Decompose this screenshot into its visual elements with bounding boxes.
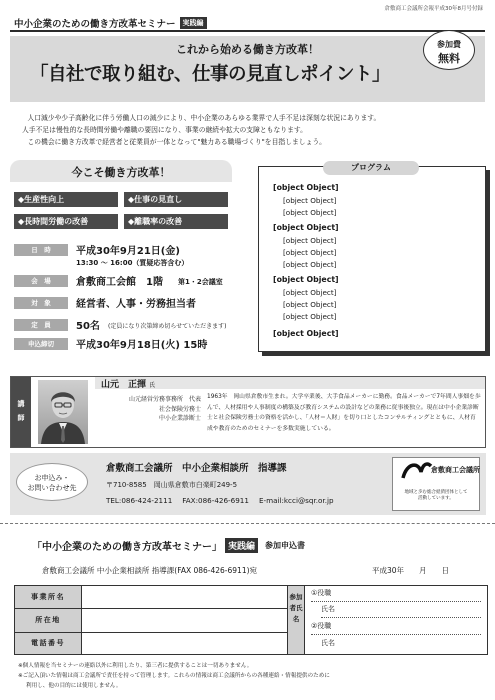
participant-side-label: 参加者氏名 — [288, 586, 304, 654]
form-divider — [15, 632, 287, 633]
target-label: 対 象 — [14, 297, 68, 309]
cut-line — [0, 523, 495, 524]
program-title: プログラム — [323, 161, 419, 175]
program-item: [object Object] — [283, 288, 337, 297]
program-box — [258, 163, 486, 352]
lecturer-photo — [38, 380, 88, 444]
program-item: [object Object] — [283, 300, 337, 309]
badge-line1: 参加費 — [437, 40, 461, 49]
program-item: [object Object] — [273, 223, 339, 232]
intro-line-3: この機会に働き方改革で経営者と従業員が一体となって"魅力ある職場づくり"を目指しましょう。 — [27, 138, 326, 147]
form-notes — [18, 661, 488, 691]
participant2-name-field[interactable] — [321, 638, 481, 652]
program-item: [object Object] — [283, 260, 337, 269]
slot-label: 氏名 — [321, 605, 335, 613]
date-time: 13:30 ～ 16:00（質疑応答含む） — [76, 259, 189, 267]
intro-line-1: 人口減少や少子高齢化に伴う労働人口の減少により、中小企業のあらゆる業界で人手不足は深刻な状況にあります。 — [27, 114, 381, 122]
why-now-title: 今こそ働き方改革！ — [71, 166, 171, 179]
phone-field[interactable] — [82, 634, 286, 653]
label-address: 所在地 — [15, 609, 81, 632]
address-field[interactable] — [82, 610, 286, 631]
date-value: 平成30年9月21日(金) — [76, 246, 180, 257]
seminar-title-line — [14, 16, 207, 30]
lecturer-name-text: 山元 正揮 — [101, 380, 147, 390]
chip-turnover: ◆離職率の改善 — [124, 214, 228, 229]
lecturer-affiliation — [93, 395, 201, 424]
intro-line-2: 人手不足は慢性的な長時間労働や離職の要因になり、事業の継続や拡大の支障ともなります。 — [22, 126, 307, 135]
contact-fax: FAX:086-426-6911 — [182, 496, 249, 505]
participant1-title-field[interactable] — [311, 588, 481, 602]
form-to-line: 倉敷商工会議所 中小企業相談所 指導課(FAX 086-426-6911)宛 — [42, 566, 258, 575]
logo-caption — [393, 490, 479, 502]
venue-value: 倉敷商工会館 1階 — [76, 277, 163, 288]
logo-caption-line: 地域と歩む総合経済団体として — [404, 490, 468, 495]
contact-address: 〒710-8585 岡山県倉敷市白楽町249-5 — [106, 481, 238, 489]
free-badge — [423, 30, 475, 70]
chip-productivity: ◆生産性向上 — [14, 192, 118, 207]
note-line: ※個人情報を当セミナーの連絡以外に利用したり、第三者に提供することは一切ありません。 — [18, 663, 253, 669]
seminar-title: 中小企業のための働き方改革セミナー — [14, 19, 176, 30]
seminar-tag: 実践編 — [180, 17, 207, 29]
form-suffix: 参加申込書 — [265, 541, 306, 550]
affiliation-line: 社会保険労務士 — [158, 405, 201, 413]
contact-bubble-line: お申込み・ — [34, 474, 70, 482]
lecturer-portrait-icon — [38, 380, 88, 444]
contact-lines — [106, 496, 334, 505]
lecturer-side-text: 講師 — [17, 400, 25, 422]
chip-work-review: ◆仕事の見直し — [124, 192, 228, 207]
logo-name: 倉敷商工会議所 — [431, 466, 480, 474]
form-tag: 実践編 — [225, 538, 258, 553]
subtitle: これから始める働き方改革！ — [176, 43, 319, 56]
program-item: [object Object] — [283, 312, 337, 321]
form-date-line: 平成30年 月 日 — [372, 566, 450, 575]
program-item: [object Object] — [283, 196, 337, 205]
program-item: [object Object] — [283, 248, 337, 257]
target-value: 経営者、人事・労務担当者 — [76, 299, 196, 310]
company-name-field[interactable] — [82, 587, 286, 607]
intro-text — [22, 112, 479, 149]
contact-bubble-line: お問い合わせ先 — [27, 484, 77, 492]
main-title: 「自社で取り組む、仕事の見直しポイント」 — [30, 64, 391, 85]
venue-label: 会 場 — [14, 275, 68, 287]
logo-caption-line: 活動しています。 — [418, 496, 454, 501]
form-title-text: 「中小企業のための働き方改革セミナー」 — [32, 542, 222, 553]
application-form-table — [14, 585, 488, 655]
deadline-value: 平成30年9月18日(火) 15時 — [76, 340, 208, 351]
top-rule — [10, 30, 485, 32]
contact-section — [10, 453, 486, 515]
lecturer-side-label — [11, 377, 31, 447]
lecturer-honorific: 氏 — [149, 382, 156, 389]
participant1-name-field[interactable] — [321, 604, 481, 618]
contact-tel: TEL:086-424-2111 — [106, 496, 173, 505]
form-divider — [304, 586, 305, 654]
label-company: 事業所名 — [15, 586, 81, 608]
lecturer-bio: 1963年 岡山県倉敷市生まれ。大学卒業後、大手食品メーカーに勤務。食品メーカーで7年間人事畑を歩んで、人材採用や人事制度の構築及び教育システムの設計などの業務に従事後独立。現在は中小企業診断士と社会保険労務士の資格を活かし、「人材＝人財」を切り口としたコンサルティングとともに、人材育成や教育のためのセミナーを多数実施している。 — [207, 394, 481, 432]
venue-room: 第1・2会議室 — [178, 278, 223, 286]
chamber-logo-box — [392, 457, 480, 511]
note-line: 利用し、他の目的には使用しません。 — [26, 683, 122, 689]
program-item: [object Object] — [283, 208, 337, 217]
date-label: 日 時 — [14, 244, 68, 256]
program-item: [object Object] — [273, 183, 339, 192]
lecturer-section — [10, 376, 486, 448]
participant2-title-field[interactable] — [311, 621, 481, 635]
chip-long-hours: ◆長時間労働の改善 — [14, 214, 118, 229]
affiliation-line: 中小企業診断士 — [158, 415, 201, 422]
capacity-label: 定 員 — [14, 319, 68, 331]
why-now-header — [10, 160, 232, 182]
slot-label: ①役職 — [311, 589, 332, 597]
header-note: 倉敷商工会議所会報平成30年8月号付録 — [384, 6, 483, 12]
note-line: ※ご記入頂いた情報は商工会議所で責任を持って管理します。これらの情報は商工会議所からの各種連絡・情報提供のために — [18, 673, 330, 679]
capacity-note: (定員になり次第締め切らせていただきます) — [108, 323, 227, 330]
title-banner — [10, 36, 485, 102]
label-phone: 電話番号 — [15, 633, 81, 654]
lecturer-name — [101, 377, 155, 390]
form-divider — [15, 608, 287, 609]
affiliation-line: 山元経営労務事務所 代表 — [128, 396, 201, 403]
deadline-label: 申込締切 — [14, 338, 68, 350]
program-item: [object Object] — [283, 236, 337, 245]
badge-line2: 無料 — [438, 52, 460, 65]
capacity-value: 50名 — [76, 321, 100, 332]
contact-bubble — [16, 463, 88, 501]
program-item: [object Object] — [273, 329, 339, 338]
program-item: [object Object] — [273, 275, 339, 284]
slot-label: 氏名 — [321, 639, 335, 647]
contact-email[interactable]: E-mail:kcci@sqr.or.jp — [258, 496, 334, 505]
contact-org: 倉敷商工会議所 中小企業相談所 指導課 — [106, 463, 287, 474]
slot-label: ②役職 — [311, 622, 332, 630]
form-title — [32, 538, 305, 553]
